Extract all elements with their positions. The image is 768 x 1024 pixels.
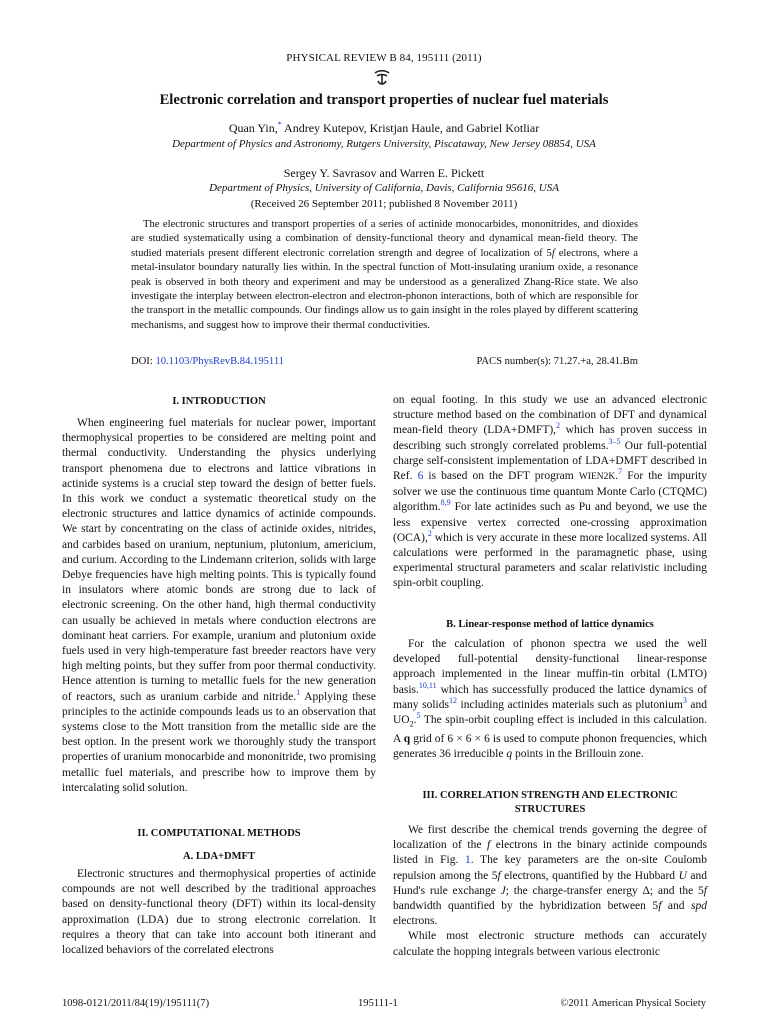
section-heading-correlation-1: III. CORRELATION STRENGTH AND ELECTRONIC <box>422 790 678 801</box>
doi-line: DOI: 10.1103/PhysRevB.84.195111 <box>131 356 285 367</box>
paper-title: Electronic correlation and transport properties of nuclear fuel materials <box>159 92 609 108</box>
received-date: (Received 26 September 2011; published 8 November 2011) <box>250 198 518 210</box>
lda-dmft-text: Electronic structures and thermophysical properties of actinide compounds are not well described by the traditional approaches based on density-functional theory (DFT) within its local-density approximation (LDA) due to strong electronic correlation. It requires a theory that can take into account both itinerant and localized behaviors of the correlated electrons <box>62 868 376 957</box>
footer-page-number: 195111-1 <box>358 998 398 1009</box>
footer-copyright: ©2011 American Physical Society <box>560 998 706 1009</box>
affiliation-2: Department of Physics, University of California, Davis, California 95616, USA <box>209 182 559 194</box>
author-list-1: Quan Yin,* Andrey Kutepov, Kristjan Haule, and Gabriel Kotliar <box>228 120 540 135</box>
footer-issn: 1098-0121/2011/84(19)/195111(7) <box>62 998 210 1009</box>
linear-response-text: For the calculation of phonon spectra we used the well developed full-potential density-functional linear-response approach implemented in the linear muffin-tin orbital (LMTO) basis.$^{10,11}$ which has successfully produced the lattice dynamics of many solids$^{12}$ including actinides materials such as plutonium$^3$ and $UO_2.^5$ The spin-orbit coupling effect is included in this calculation. A q grid of 6 × 6 × 6 is used to compute phonon frequencies, which generates 36 irreducible q points in the Brillouin zone. <box>393 638 708 760</box>
subsection-heading-linear-response: B. Linear-response method of lattice dynamics <box>446 619 654 630</box>
lda-dmft-text-continued: on equal footing. In this study we use an advanced electronic structure method based on the combination of DFT and dynamical mean-field theory (LDA+DMFT),$^2$ which has proven success in describing such strongly correlated problems.$^{3-5}$ Our full-potential charge self-consistent implementation of LDA+DMFT described in Ref. 6 is based on the DFT program WIEN2K.$^7$ For the impurity solver we use the continuous time quantum Monte Carlo (CTQMC) algorithm.$^{8,9}$ For late actinides such as Pu and beyond, we use the less expensive vertex corrected one-crossing approximation (OCA),$^2$ which is very accurate in these more localized systems. All calculations were performed in the paramagnetic phase, using experimental structural parameters and scalar relativistic including spin-orbit coupling. <box>393 394 708 590</box>
subsection-heading-lda-dmft: A. LDA+DMFT <box>183 851 255 862</box>
affiliation-1: Department of Physics and Astronomy, Rutgers University, Piscataway, New Jersey 08854, USA <box>172 138 596 150</box>
section-heading-correlation-2: STRUCTURES <box>514 804 586 815</box>
introduction-text: When engineering fuel materials for nuclear power, important thermophysical properties to be considered are melting point and thermal conductivity. Understanding the physics underlying transport phenomena due to electrons and lattice vibrations in actinide systems is a crucial step toward the design of better fuels. In this work we conduct a systematic theoretical study on the electronic structures and lattice dynamics of actinide compounds. We start by concentrating on the class of actinide oxides, nitrides, and carbides based on uranium, neptunium, plutonium, americium, and curium. According to the Lindemann criterion, solids with large Debye frequencies have high melting points. This is typically found in insulators where atomic bonds are strong due to lack of electronic screening. On the other hand, high thermal conductivity can usually be achieved in metals where conduction electrons are dominant heat carriers. For example, uranium and plutonium oxide fuels used in very high-temperature fast breeder reactors have very high melting points, but they suffer from poor thermal conductivity. Hence attention is turning to metallic fuels for the new generation of reactors, such as uranium carbide and nitride.$^1$ Applying these principles to the actinide compounds leads us to an observation that systems close to the Mott transition from the metallic side are the best option. In the present work we thoroughly study the transport properties of uranium monocarbide and mononitride, two promising metallic fuel materials, and prescribe how to improve them by intercalating solid solution. <box>62 417 376 794</box>
pacs-numbers: PACS number(s): 71.27.+a, 28.41.Bm <box>476 356 638 367</box>
section-heading-introduction: I. INTRODUCTION <box>172 396 266 407</box>
author-list-2: Sergey Y. Savrasov and Warren E. Pickett <box>283 166 485 180</box>
correlation-text: We first describe the chemical trends governing the degree of localization of the f electrons in the binary actinide compounds listed in Fig. 1. The key parameters are the on-site Coulomb repulsion among the 5f electrons, quantified by the Hubbard U and Hund's rule exchange J; the charge-transfer energy Δ; and the 5f bandwidth quantified by the hybridization between 5f and spd electrons. While most electronic structure methods can accurately calculate the hopping integrals between various electronic <box>393 824 708 958</box>
abstract: The electronic structures and transport properties of a series of actinide monocarbides, mononitrides, and dioxides are studied systematically using a combination of density-functional theory and dynamical mean-field theory. The studied materials present different electronic correlation strength and degree of localization of 5f electrons, where a metal-insulator boundary naturally lies within. In the spectral function of Mott-insulating uranium oxide, a resonance peak is observed in both theory and experiment and may be understood as a generalized Zhang-Rice state. We also investigate the interplay between electron-electron and electron-phonon interactions, both of which are responsible for the transport in the metallic compounds. Our findings allow us to gain insight in the roles played by different scattering mechanisms, and suggest how to improve their thermal conductivities. <box>131 219 639 331</box>
journal-logo-icon <box>371 70 393 86</box>
journal-header: PHYSICAL REVIEW B 84, 195111 (2011) <box>286 52 482 64</box>
doi-link[interactable]: 10.1103/PhysRevB.84.195111 <box>155 356 285 367</box>
section-heading-computational-methods: II. COMPUTATIONAL METHODS <box>137 828 301 839</box>
